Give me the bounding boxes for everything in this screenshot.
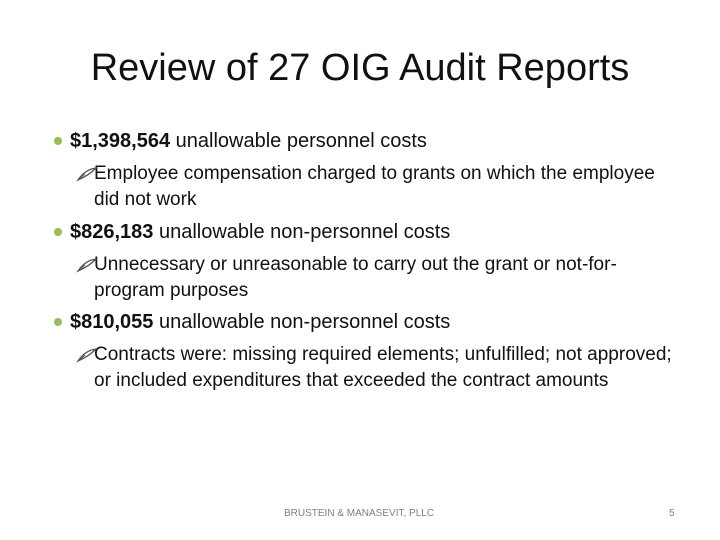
sub-bullet-text: Employee compensation charged to grants on which the employee did not work — [94, 163, 655, 210]
bullet-item — [70, 309, 690, 335]
bullet-dot-icon — [54, 137, 62, 145]
sub-bullet — [76, 252, 676, 304]
bullet-dot-icon — [54, 228, 62, 236]
bullet-item — [70, 219, 690, 245]
slide-footer — [0, 508, 720, 524]
footer-firm-name: BRUSTEIN & MANASEVIT, PLLC — [284, 508, 435, 519]
feather-quill-icon — [76, 166, 98, 182]
sub-bullet-text: Unnecessary or unreasonable to carry out the grant or not-for-program purposes — [94, 254, 617, 301]
bullet-text: unallowable personnel costs — [170, 130, 427, 152]
bullet-text: unallowable non-personnel costs — [153, 311, 451, 333]
bullet-amount: $1,398,564 — [70, 130, 171, 152]
bullet-text: unallowable non-personnel costs — [153, 221, 451, 243]
bullet-amount: $810,055 — [70, 311, 154, 333]
page-number: 5 — [669, 508, 675, 519]
slide-title: Review of 27 OIG Audit Reports — [90, 47, 630, 89]
bullet-amount: $826,183 — [70, 221, 154, 243]
feather-quill-icon — [76, 257, 98, 273]
sub-bullet — [76, 342, 676, 394]
sub-bullet — [76, 161, 676, 213]
bullet-dot-icon — [54, 318, 62, 326]
bullet-item — [70, 128, 690, 154]
feather-quill-icon — [76, 347, 98, 363]
sub-bullet-text: Contracts were: missing required elements; unfulfilled; not approved; or included expenditures that exceeded the contract amounts — [94, 344, 672, 391]
